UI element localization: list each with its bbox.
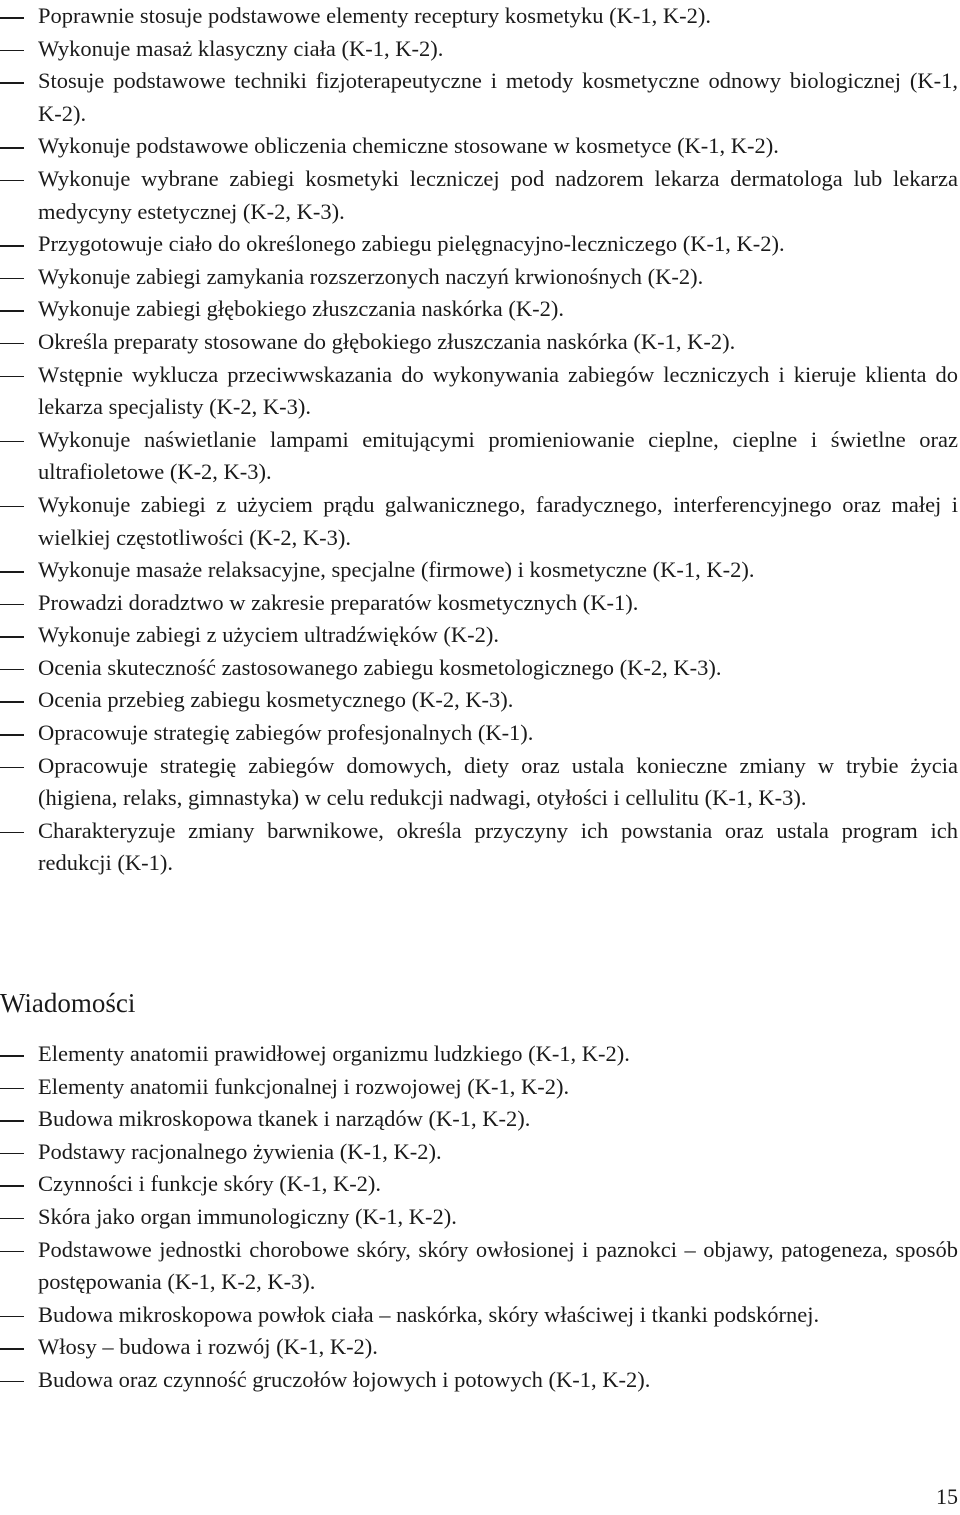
list-item: Wykonuje naświetlanie lampami emitującymi promieniowanie cieplne, cieplne i świetlne oraz ultrafioletowe (K-2, K-3). xyxy=(0,424,960,489)
list-item: Ocenia przebieg zabiegu kosmetycznego (K-2, K-3). xyxy=(0,684,960,717)
list-item: Wykonuje zabiegi głębokiego złuszczania naskórka (K-2). xyxy=(0,293,960,326)
list-item: Stosuje podstawowe techniki fizjoterapeutyczne i metody kosmetyczne odnowy biologicznej (K-1, K-2). xyxy=(0,65,960,130)
list-item: Ocenia skuteczność zastosowanego zabiegu kosmetologicznego (K-2, K-3). xyxy=(0,652,960,685)
list-item: Opracowuje strategię zabiegów domowych, diety oraz ustala konieczne zmiany w trybie życia (higiena, relaks, gimnastyka) w celu redukcji nadwagi, otyłości i cellulitu (K-1, K-3). xyxy=(0,750,960,815)
page-number: 15 xyxy=(936,1484,958,1509)
list-item: Budowa mikroskopowa tkanek i narządów (K-1, K-2). xyxy=(0,1103,960,1136)
list-item: Prowadzi doradztwo w zakresie preparatów kosmetycznych (K-1). xyxy=(0,587,960,620)
list-item: Elementy anatomii prawidłowej organizmu ludzkiego (K-1, K-2). xyxy=(0,1038,960,1071)
list-item: Wykonuje masaże relaksacyjne, specjalne (firmowe) i kosmetyczne (K-1, K-2). xyxy=(0,554,960,587)
list-item: Wykonuje zabiegi z użyciem ultradźwięków (K-2). xyxy=(0,619,960,652)
list-item: Podstawowe jednostki chorobowe skóry, skóry owłosionej i paznokci – objawy, patogeneza, sposób postępowania (K-1, K-2, K-3). xyxy=(0,1234,960,1299)
list-item: Włosy – budowa i rozwój (K-1, K-2). xyxy=(0,1331,960,1364)
list-item: Wykonuje zabiegi zamykania rozszerzonych naczyń krwionośnych (K-2). xyxy=(0,261,960,294)
list-item: Wykonuje wybrane zabiegi kosmetyki leczniczej pod nadzorem lekarza dermatologa lub lekarza medycyny estetycznej (K-2, K-3). xyxy=(0,163,960,228)
list-item: Poprawnie stosuje podstawowe elementy receptury kosmetyku (K-1, K-2). xyxy=(0,0,960,33)
section-heading-knowledge: Wiadomości xyxy=(0,988,136,1018)
knowledge-list xyxy=(0,1038,960,1397)
list-item: Wykonuje podstawowe obliczenia chemiczne stosowane w kosmetyce (K-1, K-2). xyxy=(0,130,960,163)
list-item: Wykonuje masaż klasyczny ciała (K-1, K-2). xyxy=(0,33,960,66)
list-item: Wykonuje zabiegi z użyciem prądu galwanicznego, faradycznego, interferencyjnego oraz małej i wielkiej częstotliwości (K-2, K-3). xyxy=(0,489,960,554)
list-item: Wstępnie wyklucza przeciwwskazania do wykonywania zabiegów leczniczych i kieruje klienta do lekarza specjalisty (K-2, K-3). xyxy=(0,359,960,424)
list-item: Skóra jako organ immunologiczny (K-1, K-2). xyxy=(0,1201,960,1234)
list-item: Podstawy racjonalnego żywienia (K-1, K-2). xyxy=(0,1136,960,1169)
list-item: Elementy anatomii funkcjonalnej i rozwojowej (K-1, K-2). xyxy=(0,1071,960,1104)
list-item: Określa preparaty stosowane do głębokiego złuszczania naskórka (K-1, K-2). xyxy=(0,326,960,359)
list-item: Czynności i funkcje skóry (K-1, K-2). xyxy=(0,1168,960,1201)
list-item: Charakteryzuje zmiany barwnikowe, określa przyczyny ich powstania oraz ustala program ich redukcji (K-1). xyxy=(0,815,960,880)
list-item: Przygotowuje ciało do określonego zabiegu pielęgnacyjno-leczniczego (K-1, K-2). xyxy=(0,228,960,261)
list-item: Budowa oraz czynność gruczołów łojowych i potowych (K-1, K-2). xyxy=(0,1364,960,1397)
list-item: Opracowuje strategię zabiegów profesjonalnych (K-1). xyxy=(0,717,960,750)
list-item: Budowa mikroskopowa powłok ciała – naskórka, skóry właściwej i tkanki podskórnej. xyxy=(0,1299,960,1332)
